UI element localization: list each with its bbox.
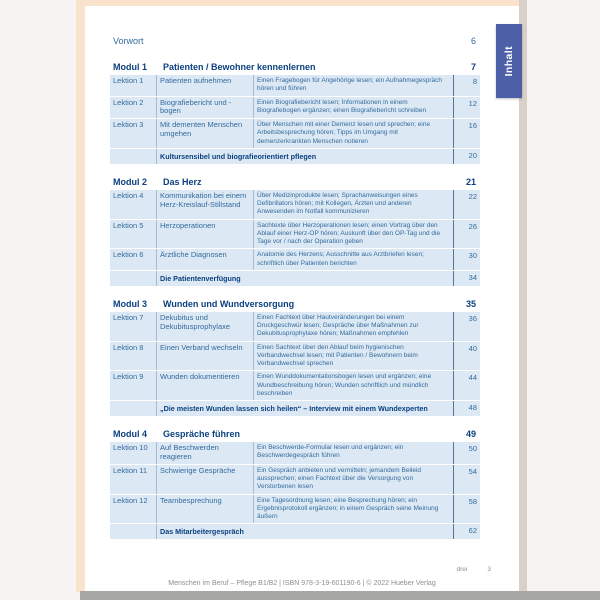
page-number: 3: [487, 566, 491, 573]
lesson-row: [110, 75, 480, 96]
extra-topic-spacer: [110, 271, 157, 286]
lesson-row: [110, 312, 480, 341]
lesson-row: [110, 342, 480, 371]
module-section: [110, 299, 480, 416]
module-page-number: 7: [470, 62, 476, 72]
module-title: Wunden und Wundversorgung: [163, 298, 295, 309]
extra-topic-row: [110, 271, 480, 286]
lesson-row: [110, 465, 480, 494]
extra-topic-page-number: 48: [468, 403, 477, 413]
lesson-id: Lektion 8: [110, 342, 157, 371]
extra-topic-row: [110, 524, 480, 539]
book-bottom-shadow: [80, 591, 600, 600]
toc-page: [85, 6, 519, 591]
lesson-title: Wunden dokumentieren: [157, 371, 254, 400]
lesson-id: Lektion 2: [110, 97, 157, 119]
lesson-description: Einen Wunddokumentationsbogen lesen und ergänzen; eine Wundbeschreibung hören; Wunden schriftlich und mündlich beschreiben: [254, 371, 454, 400]
vorwort-row: [110, 36, 480, 46]
lesson-title: Auf Beschwerden reagieren: [157, 442, 254, 464]
lesson-description: Eine Tagesordnung lesen; eine Besprechung hören; ein Ergebnisprotokoll ergänzen; in einem Gespräch seine Meinung äußern: [254, 495, 454, 524]
extra-topic-page-number: 34: [468, 272, 477, 282]
modules: [110, 62, 480, 539]
lesson-id: Lektion 7: [110, 312, 157, 341]
lesson-title: Dekubitus und Dekubitusprophylaxe: [157, 312, 254, 341]
module-header: [110, 299, 480, 309]
inhalt-tab: [496, 24, 522, 98]
module-header: [110, 62, 480, 72]
extra-topic-spacer: [110, 524, 157, 539]
module-page-number: 49: [465, 429, 476, 440]
extra-topic-page-number: 62: [468, 526, 477, 536]
lesson-title: Biografiebericht und -bogen: [157, 97, 254, 119]
extra-topic-spacer: [110, 149, 157, 164]
module-lessons: [110, 442, 480, 539]
lesson-page-number: 8: [472, 77, 477, 86]
lesson-id: Lektion 5: [110, 220, 157, 249]
lesson-title: Teambesprechung: [157, 495, 254, 524]
lesson-id: Lektion 3: [110, 119, 157, 148]
lesson-page-number: 36: [468, 313, 477, 323]
module-header: [110, 429, 480, 439]
lesson-id: Lektion 12: [110, 495, 157, 524]
lesson-row: [110, 249, 480, 270]
lesson-page-number: 26: [468, 221, 477, 231]
lesson-description: Einen Fachtext über Hautveränderungen bei einem Druckgeschwür lesen; Gespräche über Maßnahmen zur Dekubitusprophylaxe hören; Maßnahmen empfehlen: [254, 312, 454, 341]
lesson-title: Einen Verband wechseln: [157, 342, 254, 371]
lesson-row: [110, 371, 480, 400]
lesson-description: Über Medizinprodukte lesen; Sprachanweisungen eines Defibrillators hören; mit Kollegen, Ärzten und anderen Anwesenden im Notfall kommunizieren: [254, 190, 454, 219]
lesson-description: Ein Beschwerde-Formular lesen und ergänzen; ein Beschwerdegespräch führen: [254, 442, 454, 464]
lesson-id: Lektion 6: [110, 249, 157, 270]
lesson-id: Lektion 11: [110, 465, 157, 494]
vorwort-label: Vorwort: [113, 36, 144, 46]
extra-topic-title: „Die meisten Wunden lassen sich heilen“ – Interview mit einem Wundexperten: [157, 401, 454, 416]
lesson-row: [110, 97, 480, 119]
lesson-page-number: 44: [468, 373, 477, 383]
extra-topic-row: [110, 149, 480, 164]
lesson-id: Lektion 10: [110, 442, 157, 464]
page-number-row: [457, 566, 491, 573]
lesson-page-number: 16: [468, 121, 477, 131]
module-lessons: [110, 75, 480, 164]
module-lessons: [110, 312, 480, 416]
module-title: Das Herz: [163, 176, 202, 187]
toc-content: [85, 6, 480, 539]
lesson-title: Schwierige Gespräche: [157, 465, 254, 494]
lesson-id: Lektion 1: [110, 75, 157, 96]
module-section: [110, 177, 480, 286]
module-header: [110, 177, 480, 187]
extra-topic-row: [110, 401, 480, 416]
lesson-row: [110, 442, 480, 464]
lesson-title: Herzoperationen: [157, 220, 254, 249]
lesson-page-number: 50: [468, 444, 477, 454]
extra-topic-title: Kultursensibel und biografieorientiert pflegen: [157, 149, 454, 164]
module-lessons: [110, 190, 480, 286]
module-id: Modul 4: [113, 429, 147, 440]
extra-topic-title: Das Mitarbeitergespräch: [157, 524, 454, 539]
lesson-page-number: 54: [468, 466, 477, 476]
lesson-row: [110, 190, 480, 219]
shop-image-caption: Menschen im Beruf – Pflege B1/B2 | ISBN 978-3-19-601190-6 | © 2022 Hueber Verlag: [168, 580, 436, 587]
extra-topic-title: Die Patientenverfügung: [157, 271, 454, 286]
lesson-id: Lektion 9: [110, 371, 157, 400]
lesson-description: Einen Biografiebericht lesen; Informationen in einem Biografiebogen ergänzen; einen Biografiebericht schreiben: [254, 97, 454, 119]
lesson-page-number: 40: [468, 343, 477, 353]
extra-topic-page-number: 20: [468, 150, 477, 160]
lesson-page-number: 30: [468, 251, 477, 261]
module-section: [110, 62, 480, 164]
module-id: Modul 2: [113, 176, 147, 187]
lesson-description: Einen Sachtext über den Ablauf beim hygienischen Verbandwechsel lesen; mit Patienten / Bewohnern beim Verbandwechsel sprechen: [254, 342, 454, 371]
module-title: Patienten / Bewohner kennenlernen: [163, 62, 316, 72]
module-id: Modul 3: [113, 298, 147, 309]
module-section: [110, 429, 480, 539]
lesson-description: Sachtexte über Herzoperationen lesen; einen Vortrag über den Ablauf einer Herz-OP hören; Auskunft über den OP-Tag und die Tage vor / nach der Operation geben: [254, 220, 454, 249]
vorwort-page-number: 6: [470, 36, 476, 46]
module-page-number: 35: [465, 298, 476, 309]
module-page-number: 21: [465, 176, 476, 187]
lesson-row: [110, 495, 480, 524]
inhalt-tab-label: Inhalt: [503, 45, 515, 77]
lesson-description: Anatomie des Herzens; Ausschnitte aus Arztbriefen lesen; schriftlich über Patienten berichten: [254, 249, 454, 270]
lesson-description: Über Menschen mit einer Demenz lesen und sprechen; eine Arbeitsbesprechung hören; Tipps im Umgang mit demenzerkrankten Menschen notieren: [254, 119, 454, 148]
lesson-description: Einen Fragebogen für Angehörige lesen; ein Aufnahmegespräch hören und führen: [254, 75, 454, 96]
lesson-row: [110, 220, 480, 249]
lesson-id: Lektion 4: [110, 190, 157, 219]
lesson-description: Ein Gespräch anbieten und vermitteln; jemandem Beileid aussprechen; einen Fachtext über die Versorgung von Verstorbenen lesen: [254, 465, 454, 494]
page-number-word: drei: [456, 566, 468, 573]
module-id: Modul 1: [113, 62, 147, 72]
lesson-title: Ärztliche Diagnosen: [157, 249, 254, 270]
lesson-title: Mit dementen Menschen umgehen: [157, 119, 254, 148]
extra-topic-spacer: [110, 401, 157, 416]
lesson-page-number: 12: [468, 98, 477, 108]
module-title: Gespräche führen: [163, 429, 241, 440]
lesson-title: Patienten aufnehmen: [157, 75, 254, 96]
lesson-page-number: 58: [468, 496, 477, 506]
lesson-page-number: 22: [468, 191, 477, 201]
lesson-row: [110, 119, 480, 148]
lesson-title: Kommunikation bei einem Herz-Kreislauf-Stillstand: [157, 190, 254, 219]
